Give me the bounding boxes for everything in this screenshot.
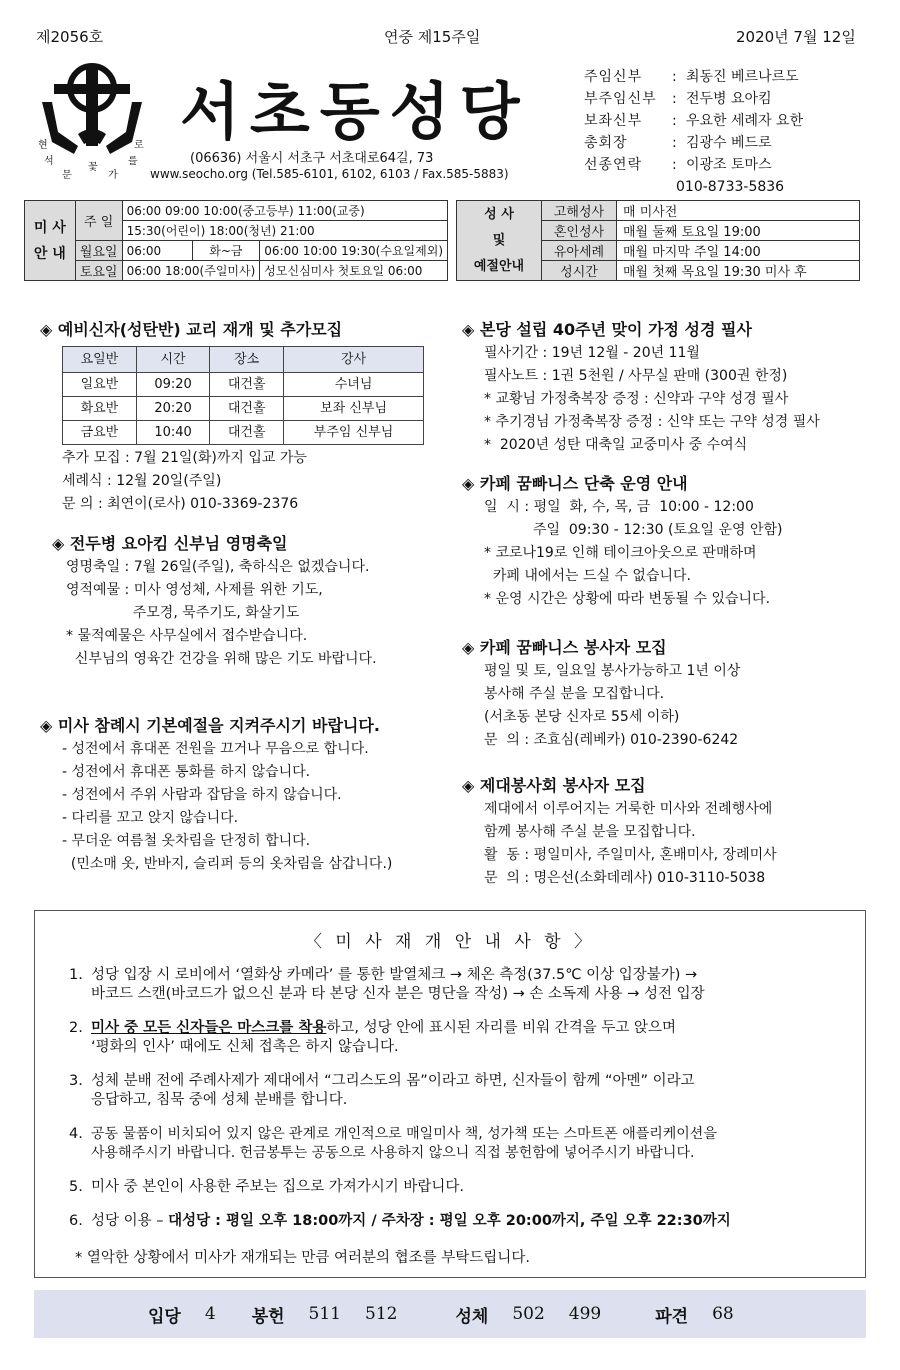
section-line: 일 시 : 평일 화, 수, 목, 금 10:00 - 12:00 bbox=[484, 499, 754, 515]
stat-label: 입당 bbox=[148, 1306, 181, 1327]
table-cell: 대건홀 bbox=[210, 373, 284, 397]
section-title: ◈ 예비신자(성탄반) 교리 재개 및 추가모집 bbox=[40, 320, 343, 339]
section-title: ◈ 카페 꿈빠니스 봉사자 모집 bbox=[462, 638, 667, 657]
section-feast-day bbox=[52, 532, 442, 671]
table-cell: 화요반 bbox=[63, 397, 137, 421]
section-line: - 성전에서 휴대폰 통화를 하지 않습니다. bbox=[62, 764, 311, 780]
section-line: 추가 모집 : 7월 21일(화)까지 입교 가능 bbox=[62, 450, 307, 466]
weekday-times: 06:00 10:00 19:30(수요일제외) bbox=[260, 241, 448, 261]
logo-char: 꽃 bbox=[88, 162, 98, 173]
table-cell: 수녀님 bbox=[284, 373, 424, 397]
section-line: 세례식 : 12월 20일(주일) bbox=[62, 473, 222, 489]
staff-name: 전두병 요아킴 bbox=[686, 91, 772, 107]
staff-role: 선종연락 bbox=[584, 157, 643, 173]
stat-value: 502 bbox=[512, 1304, 545, 1324]
stat-label: 파견 bbox=[655, 1306, 689, 1327]
table-cell: 일요반 bbox=[63, 373, 137, 397]
section-line: 문 의 : 조효심(레베카) 010-2390-6242 bbox=[484, 732, 739, 748]
sacrament-label: 고해성사 bbox=[542, 201, 617, 221]
section-catechism bbox=[40, 318, 440, 516]
staff-row: 선종연락 : 이광조 토마스 bbox=[584, 154, 803, 176]
list-item: 3. 성체 분배 전에 주례사제가 제대에서 “그리스도의 몸”이라고 하면, 신자들이 함께 “아멘” 이라고 응답하고, 침묵 중에 성체 분배를 합니다. bbox=[69, 1073, 695, 1108]
sunday-label: 주 일 bbox=[75, 201, 122, 241]
staff-row: 주임신부 : 최동진 베르나르도 bbox=[584, 66, 803, 88]
section-title: ◈ 카페 꿈빠니스 단축 운영 안내 bbox=[462, 474, 688, 493]
parish-contact[interactable]: www.seocho.org (Tel.585-6101, 6102, 6103 / Fax.585-5883) bbox=[150, 167, 509, 181]
saturday-times: 06:00 18:00(주일미사) bbox=[122, 261, 260, 281]
sacrament-value: 매월 마지막 주일 14:00 bbox=[617, 241, 860, 261]
table-header: 요일반 bbox=[63, 347, 137, 373]
section-line: - 성전에서 주위 사람과 잡담을 하지 않습니다. bbox=[62, 787, 342, 803]
list-item: 5. 미사 중 본인이 사용한 주보는 집으로 가져가시기 바랍니다. bbox=[69, 1179, 465, 1195]
sacrament-label: 혼인성사 bbox=[542, 221, 617, 241]
staff-role: 보좌신부 bbox=[584, 113, 643, 129]
section-line: 활 동 : 평일미사, 주일미사, 혼배미사, 장례미사 bbox=[484, 847, 777, 863]
parish-title: 서초동성당 bbox=[180, 75, 530, 148]
table-cell: 부주임 신부님 bbox=[284, 421, 424, 445]
bulletin-date: 2020년 7월 12일 bbox=[736, 28, 856, 46]
stat-value: 4 bbox=[204, 1304, 216, 1324]
table-cell: 09:20 bbox=[136, 373, 209, 397]
section-line: 카페 내에서는 드실 수 없습니다. bbox=[484, 568, 691, 584]
section-title: ◈ 미사 참례시 기본예절을 지켜주시기 바랍니다. bbox=[40, 716, 380, 735]
issue-number: 제2056호 bbox=[36, 28, 104, 46]
list-item: 6. 성당 이용 – 대성당 : 평일 오후 18:00까지 / 주차장 : 평일 오후 20:00까지, 주일 오후 22:30까지 bbox=[69, 1213, 731, 1229]
saturday-label: 토요일 bbox=[75, 261, 122, 281]
staff-row: 총회장 : 김광수 베드로 bbox=[584, 132, 803, 154]
stat-value: 511 bbox=[308, 1304, 341, 1324]
section-title: ◈ 전두병 요아킴 신부님 영명축일 bbox=[52, 534, 288, 553]
list-item: 4. 공동 물품이 비치되어 있지 않은 관계로 개인적으로 매일미사 책, 성가책 또는 스마트폰 애플리케이션을 사용해주시기 바랍니다. 헌금봉투는 공동으로 사용하지 않으니 직접 봉헌함에 넣어주시기 바랍니다. bbox=[69, 1126, 717, 1161]
section-line: - 성전에서 휴대폰 전원을 끄거나 무음으로 합니다. bbox=[62, 741, 369, 757]
section-line: 영명축일 : 7월 26일(주일), 축하식은 없겠습니다. bbox=[66, 559, 370, 575]
mass-schedule-table bbox=[24, 200, 448, 281]
table-row bbox=[63, 421, 424, 445]
staff-row: 보좌신부 : 우요한 세례자 요한 bbox=[584, 110, 803, 132]
list-item: 2. 미사 중 모든 신자들은 마스크를 착용하고, 성당 안에 표시된 자리를 비워 간격을 두고 앉으며 ‘평화의 인사’ 때에도 신체 접촉은 하지 않습니다. bbox=[69, 1020, 676, 1055]
table-header: 강사 bbox=[284, 347, 424, 373]
section-bible-copy bbox=[462, 318, 866, 457]
section-line: 문 의 : 최연이(로사) 010-3369-2376 bbox=[62, 496, 299, 512]
section-line: - 무더운 여름철 옷차림을 단정히 합니다. bbox=[62, 833, 311, 849]
table-row bbox=[63, 373, 424, 397]
logo-char: 문 bbox=[62, 170, 72, 181]
sacrament-value: 매월 첫째 목요일 19:30 미사 후 bbox=[617, 261, 860, 281]
section-line: * 교황님 가정축복장 증정 : 신약과 구약 성경 필사 bbox=[484, 391, 789, 407]
section-line: 신부님의 영육간 건강을 위해 많은 기도 바랍니다. bbox=[66, 651, 377, 667]
section-line: 필사기간 : 19년 12월 - 20년 11월 bbox=[484, 345, 700, 361]
table-cell: 10:40 bbox=[136, 421, 209, 445]
staff-phone: 010-8733-5836 bbox=[676, 179, 785, 195]
sacrament-value: 매 미사전 bbox=[617, 201, 860, 221]
section-cafe-volunteers bbox=[462, 636, 866, 752]
section-line: 필사노트 : 1권 5천원 / 사무실 판매 (300권 한정) bbox=[484, 368, 788, 384]
table-cell: 대건홀 bbox=[210, 421, 284, 445]
list-item: 1. 성당 입장 시 로비에서 ‘열화상 카메라’ 를 통한 발열체크 → 체온 측정(37.5℃ 이상 입장불가) → 바코드 스캔(바코드가 없으신 분과 타 본당 신자 분은 명단을 작성) → 손 소독제 사용 → 성전 입장 bbox=[69, 967, 705, 1002]
section-line: - 다리를 꼬고 앉지 않습니다. bbox=[62, 810, 239, 826]
staff-role: 총회장 bbox=[584, 135, 628, 151]
logo-char: 로 bbox=[134, 140, 144, 151]
stat-value: 68 bbox=[712, 1304, 734, 1324]
section-line: 봉사해 주실 분을 모집합니다. bbox=[484, 686, 665, 702]
section-altar-volunteers bbox=[462, 774, 866, 890]
notice-footer: * 열악한 상황에서 미사가 재개되는 만큼 여러분의 협조를 부탁드립니다. bbox=[75, 1250, 530, 1266]
parish-logo bbox=[34, 62, 150, 186]
section-line: (서초동 본당 신자로 55세 이하) bbox=[484, 709, 680, 725]
section-line: * 추기경님 가정축복장 증정 : 신약 또는 구약 성경 필사 bbox=[484, 414, 820, 430]
section-line: (민소매 옷, 반바지, 슬리퍼 등의 옷차림을 삼갑니다.) bbox=[62, 856, 393, 872]
mass-resumption-notice bbox=[34, 910, 866, 1278]
staff-role: 주임신부 bbox=[584, 69, 643, 85]
staff-name: 김광수 베드로 bbox=[686, 135, 772, 151]
section-line: 주모경, 묵주기도, 화살기도 bbox=[66, 605, 300, 621]
sunday-times-1: 06:00 09:00 10:00(중고등부) 11:00(교중) bbox=[122, 201, 447, 221]
saturday-extra: 성모신심미사 첫토요일 06:00 bbox=[260, 261, 448, 281]
section-line: 평일 및 토, 일요일 봉사가능하고 1년 이상 bbox=[484, 663, 741, 679]
monday-times: 06:00 bbox=[122, 241, 192, 261]
mass-header: 미 사 안 내 bbox=[25, 201, 76, 281]
staff-name: 이광조 토마스 bbox=[686, 157, 772, 173]
section-line: 주일 09:30 - 12:30 (토요일 운영 안함) bbox=[484, 522, 783, 538]
table-cell: 금요반 bbox=[63, 421, 137, 445]
table-row bbox=[63, 397, 424, 421]
sacrament-value: 매월 둘째 토요일 19:00 bbox=[617, 221, 860, 241]
sunday-times-2: 15:30(어린이) 18:00(청년) 21:00 bbox=[122, 221, 447, 241]
staff-row: 부주임신부 : 전두병 요아킴 bbox=[584, 88, 803, 110]
sacrament-label: 성시간 bbox=[542, 261, 617, 281]
liturgical-season: 연중 제15주일 bbox=[384, 28, 481, 46]
monday-label: 월요일 bbox=[75, 241, 122, 261]
section-line: * 2020년 성탄 대축일 교중미사 중 수여식 bbox=[484, 437, 748, 453]
section-cafe-hours bbox=[462, 472, 866, 611]
table-header: 장소 bbox=[210, 347, 284, 373]
table-header: 시간 bbox=[136, 347, 209, 373]
table-cell: 20:20 bbox=[136, 397, 209, 421]
section-line: 영적예물 : 미사 영성체, 사제를 위한 기도, bbox=[66, 582, 323, 598]
section-line: 함께 봉사해 주실 분을 모집합니다. bbox=[484, 824, 696, 840]
logo-char: 현 bbox=[38, 140, 48, 151]
logo-char: 석 bbox=[44, 156, 54, 167]
section-line: * 운영 시간은 상황에 따라 변동될 수 있습니다. bbox=[484, 591, 771, 607]
table-cell: 보좌 신부님 bbox=[284, 397, 424, 421]
section-line: 제대에서 이루어지는 거룩한 미사와 전례행사에 bbox=[484, 801, 773, 817]
staff-name: 우요한 세례자 요한 bbox=[686, 113, 804, 129]
section-title: ◈ 본당 설립 40주년 맞이 가정 성경 필사 bbox=[462, 320, 752, 339]
staff-name: 최동진 베르나르도 bbox=[686, 69, 799, 85]
parish-address: (06636) 서울시 서초구 서초대로64길, 73 bbox=[190, 151, 434, 166]
staff-list bbox=[584, 66, 803, 198]
stat-value: 512 bbox=[365, 1304, 398, 1324]
notice-title: 〈 미 사 재 개 안 내 사 항 〉 bbox=[304, 932, 595, 952]
stat-value: 499 bbox=[568, 1304, 602, 1324]
catechism-table bbox=[62, 346, 424, 445]
weekly-stats-bar bbox=[34, 1290, 866, 1338]
section-line: 문 의 : 명은선(소화데레사) 010-3110-5038 bbox=[484, 870, 766, 886]
staff-role: 부주임신부 bbox=[584, 91, 657, 107]
weekday-label: 화~금 bbox=[192, 241, 260, 261]
section-line: * 물적예물은 사무실에서 접수받습니다. bbox=[66, 628, 308, 644]
sacrament-label: 유아세례 bbox=[542, 241, 617, 261]
logo-char: 를 bbox=[128, 156, 138, 167]
section-mass-etiquette bbox=[40, 714, 444, 876]
stat-label: 봉헌 bbox=[251, 1306, 285, 1327]
section-title: ◈ 제대봉사회 봉사자 모집 bbox=[462, 776, 646, 795]
section-line: * 코로나19로 인해 테이크아웃으로 판매하며 bbox=[484, 545, 757, 561]
logo-char: 가 bbox=[108, 170, 118, 181]
stat-label: 성체 bbox=[455, 1306, 489, 1327]
notice-list bbox=[35, 966, 865, 1231]
sacrament-table bbox=[456, 200, 860, 281]
table-cell: 대건홀 bbox=[210, 397, 284, 421]
sacrament-header: 성 사 및 예절안내 bbox=[457, 201, 542, 281]
